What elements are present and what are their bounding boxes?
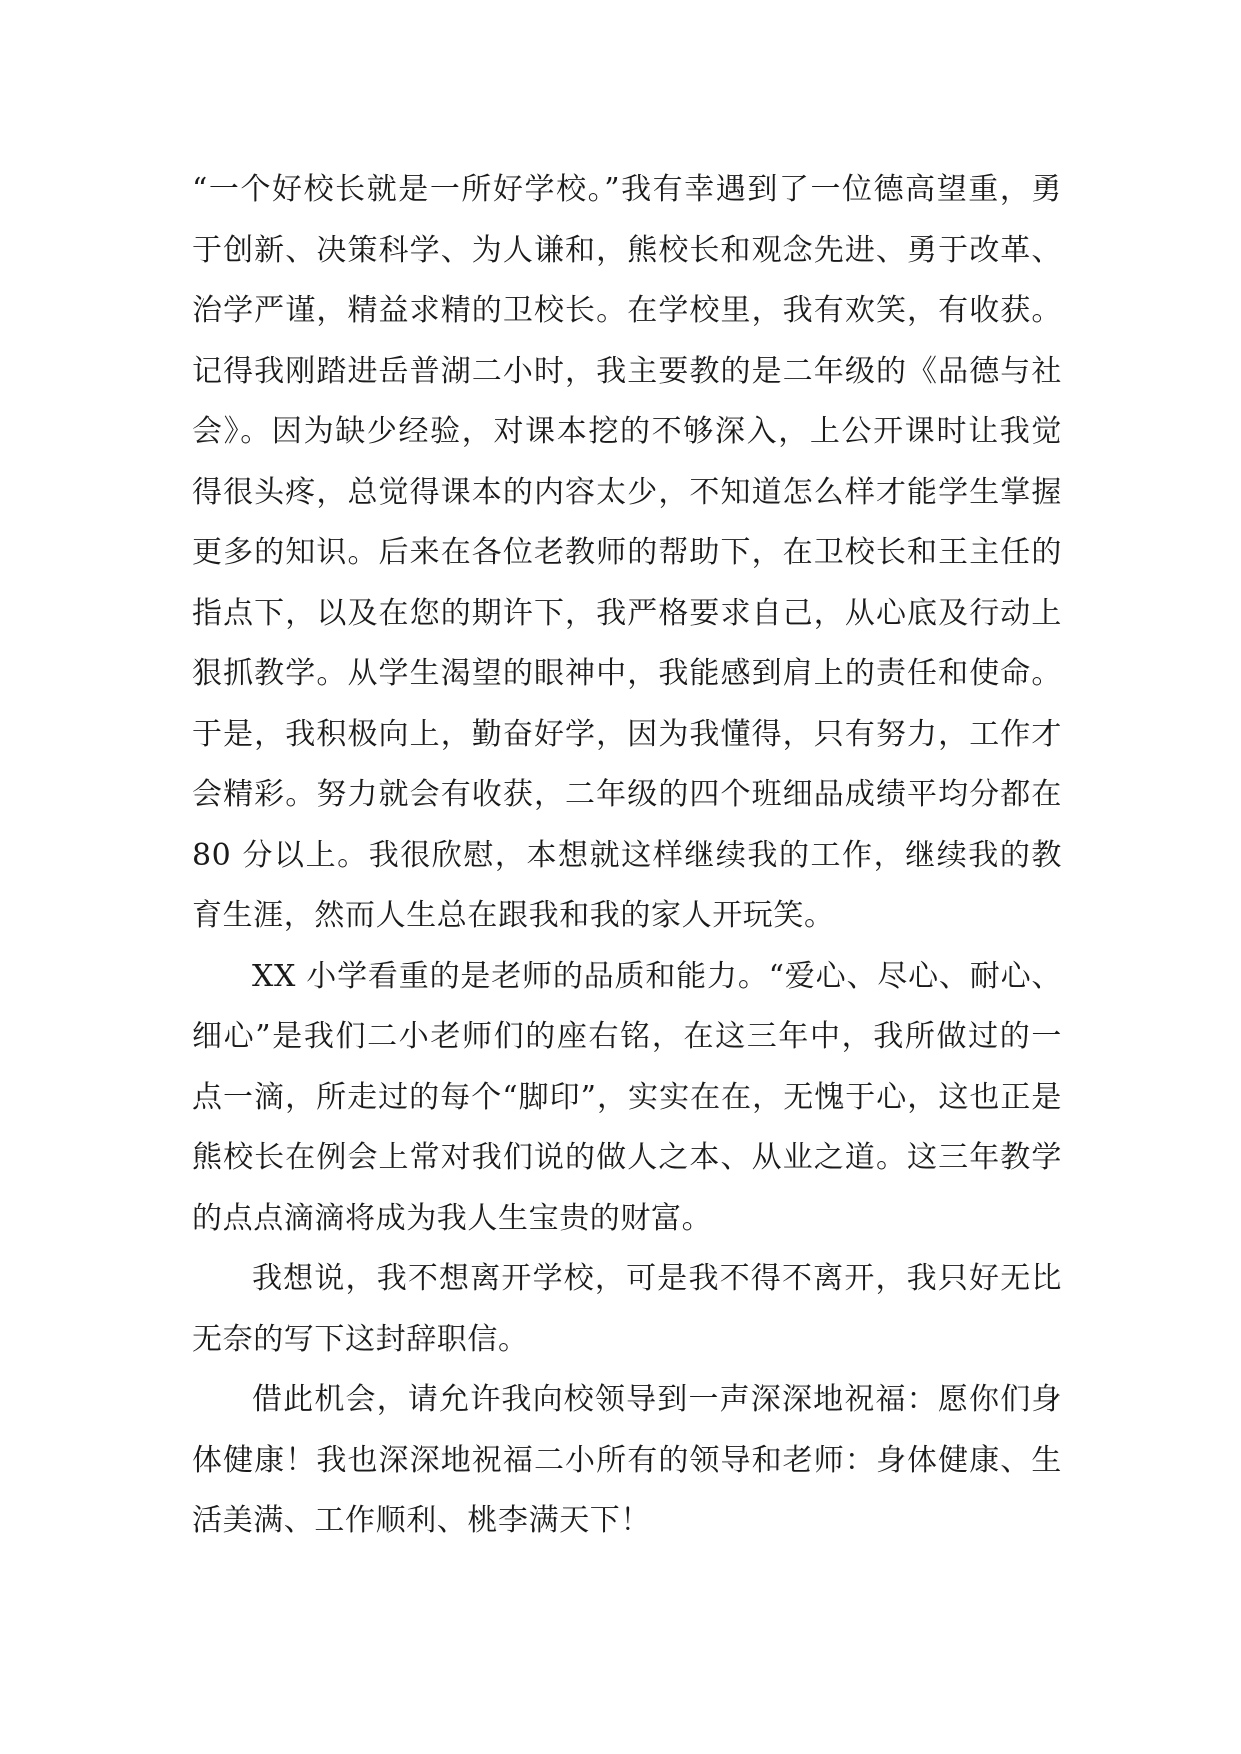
paragraph-blessing: 借此机会，请允许我向校领导到一声深深地祝福：愿你们身体健康！我也深深地祝福二小所有的领导和老师：身体健康、生活美满、工作顺利、桃李满天下！: [192, 1382, 1062, 1538]
letter-body: [192, 160, 1062, 1552]
paragraph-school-values: XX 小学看重的是老师的品质和能力。“爱心、尽心、耐心、细心”是我们二小老师们的座右铭，在这三年中，我所做过的一点一滴，所走过的每个“脚印”，实实在在，无愧于心，这也正是熊校长在例会上常对我们说的做人之本、从业之道。这三年教学的点点滴滴将成为我人生宝贵的财富。: [192, 958, 1062, 1236]
paragraph-resignation: 我想说，我不想离开学校，可是我不得不离开，我只好无比无奈的写下这封辞职信。: [192, 1261, 1062, 1357]
paragraph-principals: “一个好校长就是一所好学校。”我有幸遇到了一位德高望重，勇于创新、决策科学、为人谦和，熊校长和观念先进、勇于改革、治学严谨，精益求精的卫校长。在学校里，我有欢笑，有收获。记得我刚踏进岳普湖二小时，我主要教的是二年级的《品德与社会》。因为缺少经验，对课本挖的不够深入，上公开课时让我觉得很头疼，总觉得课本的内容太少，不知道怎么样才能学生掌握更多的知识。后来在各位老教师的帮助下，在卫校长和王主任的指点下，以及在您的期许下，我严格要求自己，从心底及行动上狠抓教学。从学生渴望的眼神中，我能感到肩上的责任和使命。于是，我积极向上，勤奋好学，因为我懂得，只有努力，工作才会精彩。努力就会有收获，二年级的四个班细品成绩平均分都在 80 分以上。我很欣慰，本想就这样继续我的工作，继续我的教育生涯，然而人生总在跟我和我的家人开玩笑。: [192, 172, 1062, 933]
